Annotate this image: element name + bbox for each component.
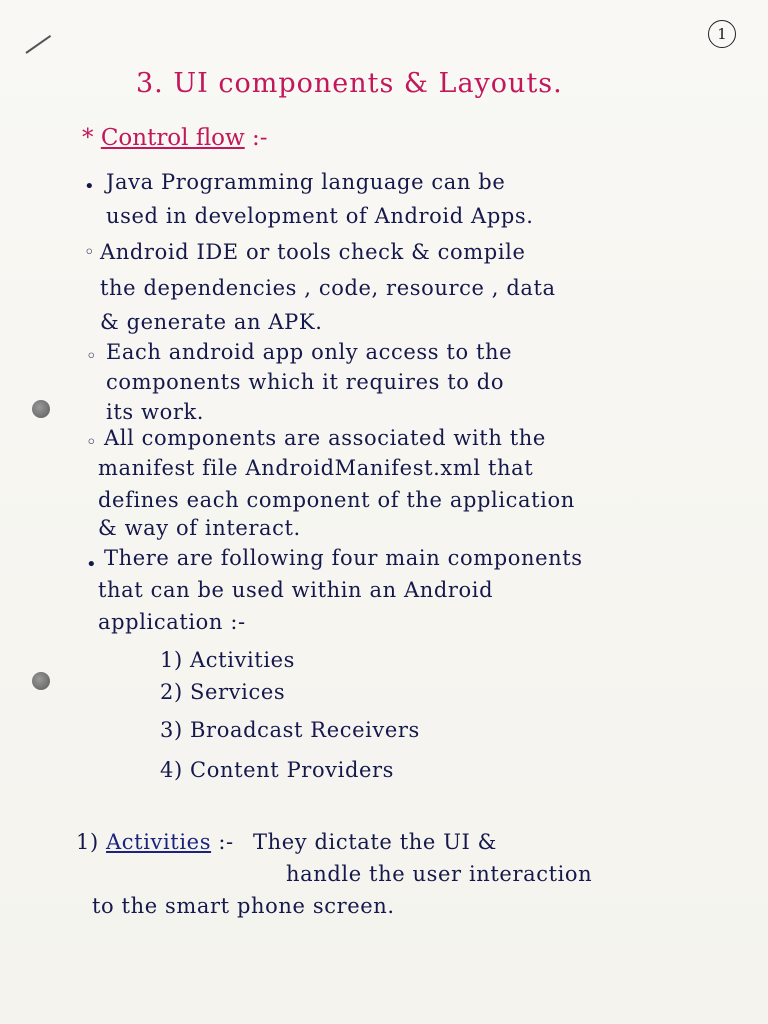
bullet-line: defines each component of the application <box>98 488 575 512</box>
activities-number: 1) <box>76 830 99 854</box>
binder-hole-bottom <box>32 672 50 690</box>
bullet-line: There are following four main components <box>104 546 583 570</box>
binder-hole-top <box>32 400 50 418</box>
page-number: 1 <box>708 20 736 48</box>
bullet-line: & generate an APK. <box>100 310 323 334</box>
heading-star: * <box>82 125 94 151</box>
bullet-marker: • <box>86 554 97 575</box>
bullet-line: Java Programming language can be <box>106 170 506 194</box>
bullet-line: Each android app only access to the <box>106 340 513 364</box>
component-list-item: 3) Broadcast Receivers <box>160 718 420 742</box>
bullet-line: application :- <box>98 610 246 634</box>
section-heading <box>82 125 268 151</box>
bullet-line: components which it requires to do <box>106 370 505 394</box>
activities-separator: :- <box>211 830 234 854</box>
bullet-line: its work. <box>106 400 205 424</box>
bullet-line: manifest file AndroidManifest.xml that <box>98 456 534 480</box>
heading-suffix: :- <box>244 125 268 151</box>
bullet-line: & way of interact. <box>98 516 301 540</box>
heading-label: Control flow <box>100 125 245 151</box>
bullet-marker: ◦ <box>86 432 97 453</box>
bullet-line: that can be used within an Android <box>98 578 494 602</box>
activities-line: handle the user interaction <box>286 862 593 886</box>
bullet-marker: ◦ <box>84 242 95 263</box>
bullet-line: used in development of Android Apps. <box>106 204 534 228</box>
activities-line: They dictate the UI & <box>253 830 497 854</box>
component-list-item: 2) Services <box>160 680 286 704</box>
page-title: 3. UI components & Layouts. <box>136 68 563 99</box>
bullet-line: Android IDE or tools check & compile <box>100 240 526 264</box>
activities-label: Activities <box>106 830 212 854</box>
component-list-item: 4) Content Providers <box>160 758 395 782</box>
bullet-marker: ◦ <box>86 346 97 367</box>
bullet-line: All components are associated with the <box>104 426 546 450</box>
component-list-item: 1) Activities <box>160 648 296 672</box>
activities-definition <box>76 830 497 854</box>
bullet-line: the dependencies , code, resource , data <box>100 276 556 300</box>
activities-line: to the smart phone screen. <box>92 894 395 918</box>
bullet-marker: • <box>84 176 95 197</box>
